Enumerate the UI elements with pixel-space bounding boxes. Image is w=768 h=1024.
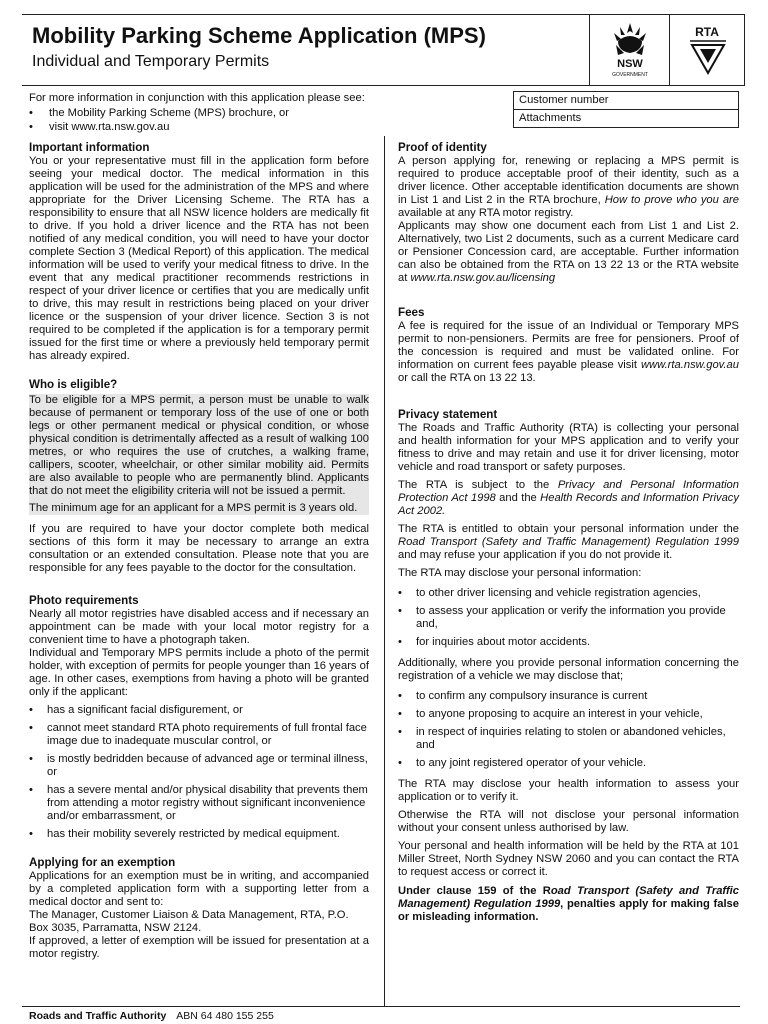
- road-sign-icon: [670, 15, 745, 85]
- form-subtitle: Individual and Temporary Permits: [32, 53, 270, 70]
- privacy-paragraph: The RTA is entitled to obtain your personal information under the Road Transport (Safety and Traffic Management) Regulation 1999 and may refuse your application if you do not provide it.: [398, 523, 739, 561]
- footer-abn: ABN 64 480 155 255: [176, 1010, 274, 1022]
- list-item: • for inquiries about motor accidents.: [398, 636, 739, 649]
- important-body: You or your representative must fill in the application form before seeing your medical doctor. The medical information in this application will be used for the administration of the MPS and where appropriate for the Driver Licensing Scheme. The RTA has a responsibility to ensure that all NSW licence holders are medically fit to drive. If you hold a driver licence and the RTA has not been notified of any medical condition, you will need to have your doctor complete Section 3 (Medical Report) of this application. The medical information will be used to verify your medical fitness to drive. In the event that any medical practitioner recommends restrictions in respect of your driver licence or certifies that you are medically unfit to drive, this may result in restrictions being placed on your driver licence or the suspension of your driver licence. Section 3 is not required to be completed if the application is for a temporary permit issued for the first time or where a previously held temporary permit has already expired.: [29, 155, 369, 362]
- penalty-notice: Under clause 159 of the Road Transport (Safety and Traffic Management) Regulation 1999, penalties apply for making false or misleading information.: [398, 885, 740, 923]
- privacy-paragraph: The RTA may disclose your health information to assess your application or to verify it.: [398, 778, 739, 803]
- list-item: • to any joint registered operator of your vehicle.: [398, 757, 739, 770]
- list-item: • cannot meet standard RTA photo requirements of full frontal face image due to inadequate muscular control, or: [29, 722, 369, 748]
- list-item: • to anyone proposing to acquire an interest in your vehicle,: [398, 708, 739, 721]
- rta-logo-text: RTA: [695, 25, 719, 39]
- section-heading-exemption: Applying for an exemption: [29, 856, 176, 869]
- office-use-box: [513, 91, 739, 128]
- intro-section: [29, 91, 499, 135]
- exemption-paragraph: Applications for an exemption must be in writing, and accompanied by a completed application form with a supporting letter from a medical doctor and sent to:: [29, 870, 369, 908]
- footer-rule: [22, 1006, 740, 1007]
- left-column: [29, 140, 369, 961]
- list-item: • to other driver licensing and vehicle registration agencies,: [398, 587, 739, 600]
- privacy-paragraph: Additionally, where you provide personal information concerning the registration of a vehicle we may disclose that;: [398, 657, 739, 682]
- nsw-government-logo: [589, 15, 670, 85]
- list-item: • has a severe mental and/or physical disability that prevents them from attending a motor registry without significant inconvenience and/or embarrassment, or: [29, 784, 369, 823]
- list-item: • has a significant facial disfigurement, or: [29, 704, 369, 717]
- privacy-paragraph: Otherwise the RTA will not disclose your personal information without your consent unless authorised by law.: [398, 809, 739, 834]
- eligible-paragraph-doctor: If you are required to have your doctor complete both medical sections of this form it may be necessary to arrange an extra consultation or an extended consultation. Please note that you are responsible for any fees payable to the doctor for the consultation.: [29, 523, 369, 574]
- section-heading-important: Important information: [29, 141, 150, 154]
- nsw-logo-subtext: GOVERNMENT: [612, 72, 648, 78]
- section-heading-privacy: Privacy statement: [398, 408, 498, 421]
- vehicle-disclosure-list: [398, 690, 739, 770]
- intro-list: [29, 106, 499, 135]
- eligible-paragraph: To be eligible for a MPS permit, a person must be unable to walk because of permanent or temporary loss of the use of one or both legs or other permanent medical or physical condition, or whose physical condition is detrimentally affected as a result of walking 100 metres, or who requires the use of crutches, a walking frame, callipers, scooter, wheelchair, or other similar mobility aid. Permits are also available to people who are permanently blind. Applicants that do not meet the eligibility criteria will not be issued a permit.: [29, 394, 369, 497]
- section-heading-identity: Proof of identity: [398, 141, 487, 154]
- list-item: • is mostly bedridden because of advanced age or terminal illness, or: [29, 753, 369, 779]
- section-heading-photo: Photo requirements: [29, 594, 139, 607]
- photo-paragraph: Nearly all motor registries have disabled access and if necessary an appointment can be made with your local motor registry for a convenient time to have a photograph taken.: [29, 608, 369, 646]
- section-heading-eligible: Who is eligible?: [29, 378, 118, 391]
- eligibility-shaded-box: [29, 394, 369, 515]
- nsw-logo-text: NSW: [617, 58, 643, 70]
- list-item: • in respect of inquiries relating to stolen or abandoned vehicles, and: [398, 726, 739, 752]
- footer: [29, 1010, 274, 1022]
- exemption-paragraph: If approved, a letter of exemption will be issued for presentation at a motor registry.: [29, 935, 369, 960]
- rta-website-link[interactable]: www.rta.nsw.gov.au: [640, 359, 739, 371]
- form-header: [22, 14, 745, 86]
- licensing-link[interactable]: www.rta.nsw.gov.au/licensing: [410, 272, 556, 284]
- eligible-min-age: The minimum age for an applicant for a MPS permit is 3 years old.: [29, 502, 358, 514]
- privacy-paragraph: The Roads and Traffic Authority (RTA) is collecting your personal and health information for your MPS application and to verify your fitness to drive and may retain and use it for driver licensing, motor vehicle and road transport or safety purposes.: [398, 422, 739, 473]
- intro-text: For more information in conjunction with this application please see:: [29, 92, 365, 104]
- photo-exemption-list: [29, 704, 369, 841]
- form-title: Mobility Parking Scheme Application (MPS): [32, 23, 486, 48]
- list-item: • has their mobility severely restricted by medical equipment.: [29, 828, 369, 841]
- customer-number-field[interactable]: Customer number: [519, 94, 609, 106]
- footer-org: Roads and Traffic Authority: [29, 1010, 167, 1022]
- disclosure-list: [398, 587, 739, 649]
- identity-paragraph: Applicants may show one document each from List 1 and List 2. Alternatively, two List 2 documents, such as a current Medicare card or Pensioner Concession card, are acceptable. Further information can also be obtained from the RTA on 13 22 13 or the RTA website at www.rta.nsw.gov.au/licensing: [398, 220, 739, 284]
- waratah-icon: [590, 15, 670, 85]
- right-column: [398, 140, 739, 924]
- fees-paragraph: A fee is required for the issue of an Individual or Temporary MPS permit to non-pensioners. Permits are free for pensioners. Proof of the concession is required and must be validated online. For information on current fees payable please visit www.rta.nsw.gov.au or call the RTA on 13 22 13.: [398, 320, 739, 384]
- list-item: • the Mobility Parking Scheme (MPS) brochure, or: [29, 106, 499, 121]
- photo-paragraph: Individual and Temporary MPS permits include a photo of the permit holder, with exception of permits for people younger than 16 years of age. In other cases, exemptions from having a photo will be granted only if the applicant:: [29, 647, 369, 698]
- privacy-paragraph: The RTA is subject to the Privacy and Personal Information Protection Act 1998 and the Health Records and Information Privacy Act 2002.: [398, 479, 739, 517]
- rta-logo: [669, 15, 745, 85]
- list-item: • to confirm any compulsory insurance is current: [398, 690, 739, 703]
- column-divider: [384, 136, 385, 1007]
- section-heading-fees: Fees: [398, 306, 425, 319]
- list-item: • to assess your application or verify the information you provide and,: [398, 605, 739, 631]
- list-item: • visit www.rta.nsw.gov.au: [29, 120, 499, 135]
- identity-paragraph: A person applying for, renewing or replacing a MPS permit is required to produce acceptable proof of their identity, such as a driver licence. Other acceptable identification documents are shown in List 1 and List 2 in the RTA brochure, How to prove who you are available at any RTA motor registry.: [398, 155, 740, 219]
- privacy-paragraph: The RTA may disclose your personal information:: [398, 567, 642, 579]
- exemption-address: The Manager, Customer Liaison & Data Management, RTA, P.O. Box 3035, Parramatta, NSW 2124.: [29, 909, 349, 934]
- privacy-paragraph: Your personal and health information will be held by the RTA at 101 Miller Street, North Sydney NSW 2060 and you can contact the RTA to request access or correct it.: [398, 840, 739, 878]
- attachments-field[interactable]: Attachments: [514, 109, 738, 127]
